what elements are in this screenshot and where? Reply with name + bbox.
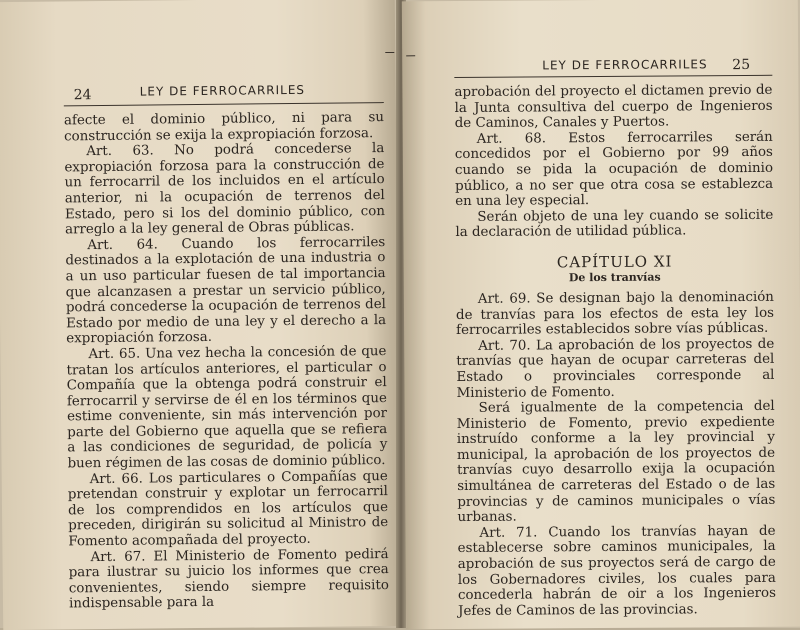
- paragraph: aprobación del proyecto el dictamen previo de la Junta consultiva del cuerpo de Ingenieros de Caminos, Canales y Puertos.: [454, 82, 773, 132]
- running-header: LEY DE FERROCARRILES: [542, 57, 708, 73]
- page-number: 25: [732, 56, 751, 74]
- article-64: Art. 64. Cuando los ferrocarriles destinados a la explotación de una industria o a un uso particular fuesen de tal importancia que alcanzasen a prestar un servicio público, podrá concederse la ocupación de terrenos del Estado por medio de una ley y el derecho a la expropiación forzosa.: [65, 234, 387, 347]
- article-63: Art. 63. No podrá concederse la expropiación forzosa para la construcción de un ferrocarril de los incluidos en el artículo anterior, ni la ocupación de terrenos del Estado, pero si los del dominio público, con arreglo a la ley general de Obras públicas.: [64, 141, 386, 238]
- article-71: Art. 71. Cuando los tranvías hayan de establecerse sobre caminos municipales, la aprobación de sus proyectos será de cargo de los Gobernadores civiles, los cuales para concederla habrán de oir a los Ingenieros Jefes de Caminos de las provincias.: [457, 523, 777, 619]
- article-67: Art. 67. El Ministerio de Fomento pedirá para ilustrar su juicio los informes que crea convenientes, siendo siempre requisito indispensable para la: [68, 546, 389, 612]
- article-69: Art. 69. Se designan bajo la denominación de tranvías para los efectos de esta ley los ferrocarriles establecidos sobre vías públicas.: [455, 289, 775, 339]
- article-65: Art. 65. Una vez hecha la concesión de que tratan los artículos anteriores, el particular o Compañía que la obtenga podrá construir el ferrocarril y servirse de él en los términos que estime conveniente, sin más intervención por parte del Gobierno que aquella que se refiera a las condiciones de seguridad, de policía y buen régimen de las cosas de dominio público.: [66, 343, 388, 472]
- right-page: [402, 0, 800, 629]
- chapter-subtitle: De los tranvías: [568, 270, 661, 285]
- header-rule: [454, 75, 772, 78]
- page-number: 24: [73, 87, 92, 104]
- article-70: Art. 70. La aprobación de los proyectos de tranvías que hayan de ocupar carreteras del Estado o provinciales corresponde al Ministerio de Fomento.: [456, 336, 775, 401]
- paragraph: Será igualmente de la competencia del Ministerio de Fomento, previo expediente instruído conforme a la ley provincial y municipal, la aprobación de los proyectos de tranvías cuyo desarrollo exija la ocupación simultánea de carreteras del Estado o de las provincias y de caminos municipales o vías urbanas.: [456, 398, 776, 526]
- article-68: Art. 68. Estos ferrocarriles serán concedidos por el Gobierno por 99 años cuando se pida la ocupación de dominio público, a no ser que otra cosa se establezca en una ley especial.: [454, 129, 774, 210]
- right-body-text: [454, 83, 776, 620]
- paragraph: afecte el dominio público, ni para su construcción se exija la expropiación forzosa.: [63, 110, 385, 144]
- fold-mark: [406, 55, 415, 56]
- fold-mark: [385, 52, 394, 53]
- paragraph: Serán objeto de una ley cuando se solicite la declaración de utilidad pública.: [455, 207, 774, 241]
- running-header: LEY DE FERROCARRILES: [139, 82, 306, 99]
- header-rule: [64, 102, 384, 106]
- chapter-title: CAPÍTULO XI: [556, 252, 673, 272]
- left-body-text: [64, 110, 389, 612]
- article-66: Art. 66. Los particulares o Compañías que pretendan construir y explotar un ferrocarril de los comprendidos en los artículos que preceden, dirigirán su solicitud al Ministro de Fomento acompañada del proyecto.: [67, 468, 389, 550]
